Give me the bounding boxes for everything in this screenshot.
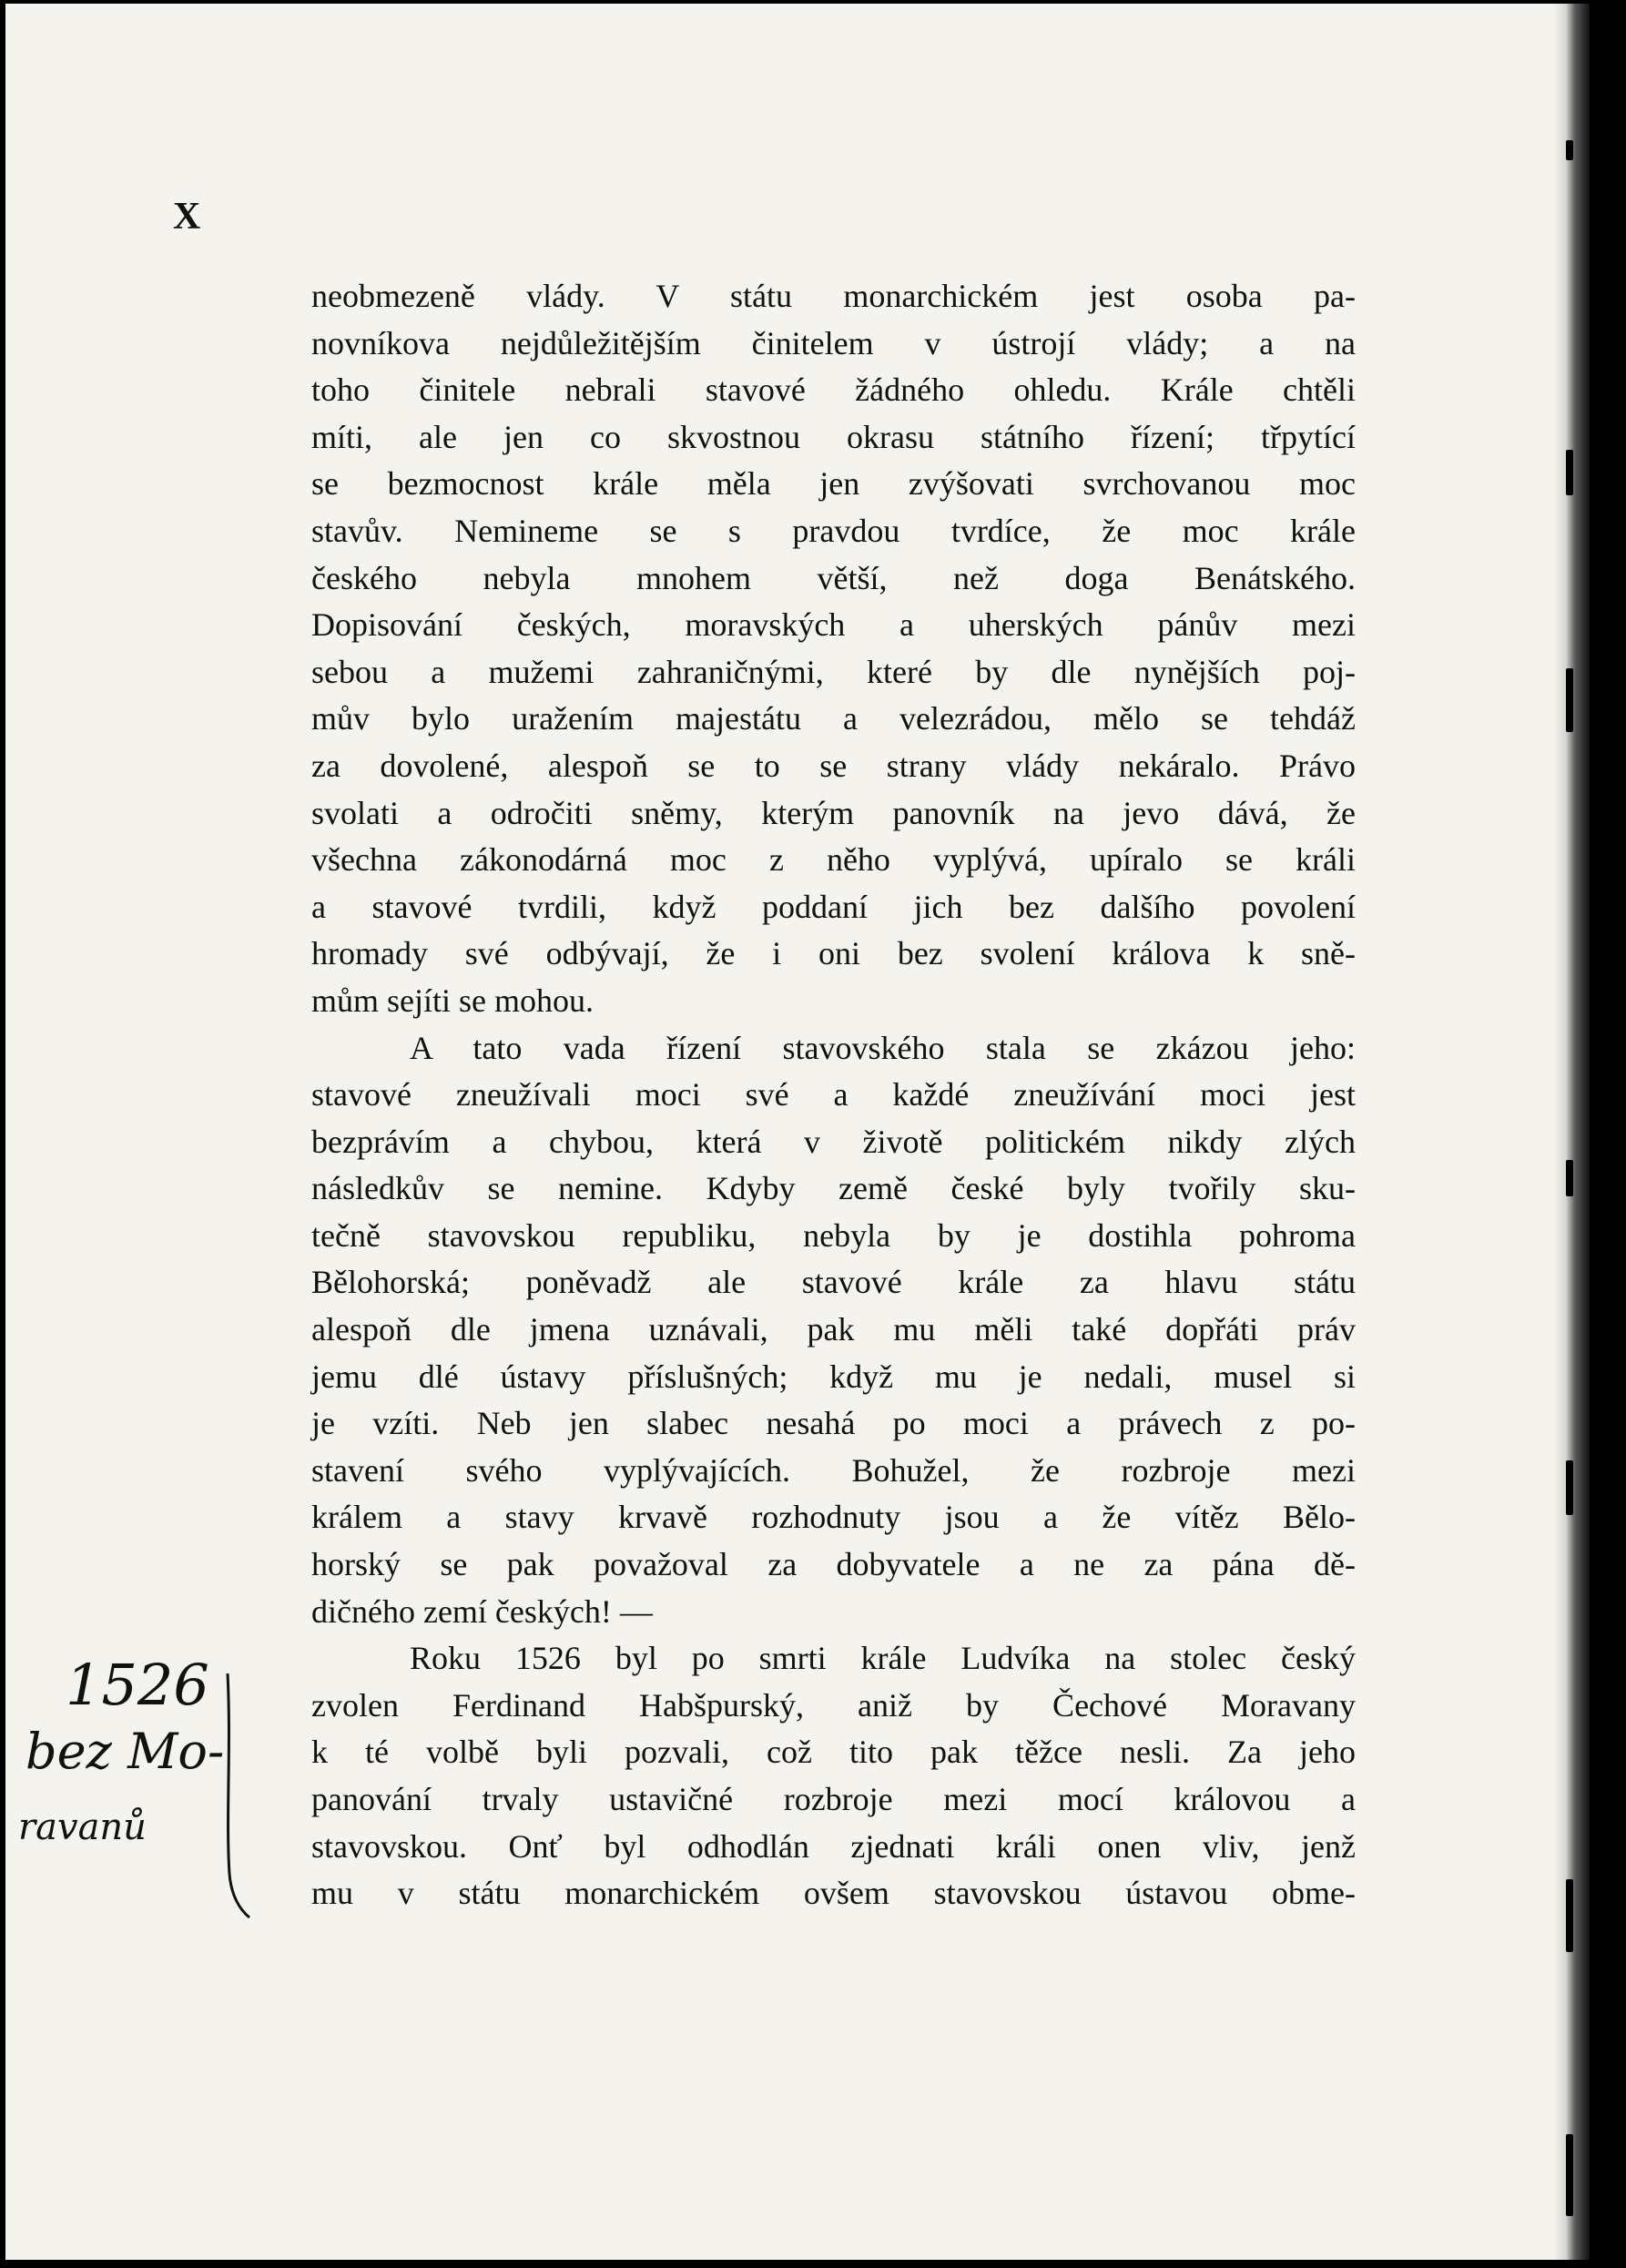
- paragraph-3: [311, 1635, 1356, 1917]
- margin-note-word: bez Mo-: [25, 1723, 225, 1780]
- text-line: k té volbě byli pozvali, což tito pak těžce nesli. Za jeho: [311, 1734, 1356, 1771]
- body-text: [311, 273, 1356, 1917]
- edge-mark: [1566, 450, 1573, 495]
- edge-mark: [1566, 1460, 1573, 1515]
- text-line: A tato vada řízení stavovského stala se zkázou jeho:: [410, 1029, 1356, 1066]
- edge-mark: [1566, 668, 1573, 732]
- edge-mark: [1566, 1879, 1573, 1952]
- page-number: X: [173, 196, 201, 238]
- edge-mark: [1566, 1160, 1573, 1196]
- text-line: alespoň dle jmena uznávali, pak mu měli také dopřáti práv: [311, 1311, 1356, 1348]
- text-line: je vzíti. Neb jen slabec nesahá po moci a právech z po-: [311, 1405, 1356, 1442]
- text-line: stavení svého vyplývajících. Bohužel, že rozbroje mezi: [311, 1451, 1356, 1489]
- text-line: novníkova nejdůležitějším činitelem v ústrojí vlády; a na: [311, 324, 1356, 361]
- text-line: mu v státu monarchickém ovšem stavovskou ústavou obme-: [311, 1875, 1356, 1912]
- text-line: svolati a odročiti sněmy, kterým panovník na jevo dává, že: [311, 794, 1356, 831]
- paragraph-2: [311, 1025, 1356, 1636]
- text-line: Bělohorská; poněvadž ale stavové krále za hlavu státu: [311, 1264, 1356, 1301]
- text-line: se bezmocnost krále měla jen zvýšovati svrchovanou moc: [311, 465, 1356, 503]
- text-line: Roku 1526 byl po smrti krále Ludvíka na stolec český: [410, 1640, 1356, 1677]
- text-line: mův bylo uražením majestátu a velezrádou, mělo se tehdáž: [311, 700, 1356, 737]
- text-line: všechna zákonodárná moc z něho vyplývá, upíralo se králi: [311, 841, 1356, 879]
- text-line: panování trvaly ustavičné rozbroje mezi mocí královou a: [311, 1781, 1356, 1817]
- handwritten-margin-note: [18, 1652, 255, 1925]
- book-page: [5, 4, 1590, 2260]
- text-line: Dopisování českých, moravských a uherských pánův mezi: [311, 606, 1356, 644]
- text-line: následkův se nemine. Kdyby země české byly tvořily sku-: [311, 1170, 1356, 1207]
- paragraph-1: [311, 273, 1356, 1025]
- text-line: českého nebyla mnohem větší, než doga Benátského.: [311, 559, 1356, 596]
- text-line: stavovskou. Onť byl odhodlán zjednati králi onen vliv, jenž: [311, 1827, 1356, 1865]
- text-line: míti, ale jen co skvostnou okrasu státního řízení; třpytící: [311, 418, 1356, 455]
- edge-mark: [1566, 140, 1573, 160]
- text-line: horský se pak považoval za dobyvatele a ne za pána dě-: [311, 1546, 1356, 1583]
- margin-bracket-icon: [218, 1673, 255, 1919]
- text-line: za dovolené, alespoň se to se strany vlády nekáralo. Právo: [311, 747, 1356, 784]
- text-line: toho činitele nebrali stavové žádného ohledu. Krále chtěli: [311, 371, 1356, 409]
- text-line: mům sejíti se mohou.: [311, 981, 594, 1019]
- text-line: a stavové tvrdili, když poddaní jich bez dalšího povolení: [311, 888, 1356, 925]
- edge-mark: [1566, 2134, 1573, 2216]
- text-line: jemu dlé ústavy příslušných; když mu je nedali, musel si: [311, 1358, 1356, 1395]
- text-line: stavův. Nemineme se s pravdou tvrdíce, že moc krále: [311, 512, 1356, 549]
- text-line: neobmezeně vlády. V státu monarchickém jest osoba pa-: [311, 278, 1356, 314]
- text-line: hromady své odbývají, že i oni bez svolení králova k sně-: [311, 935, 1356, 972]
- text-line: bezprávím a chybou, která v životě politickém nikdy zlých: [311, 1123, 1356, 1160]
- text-line: dičného zemí českých! —: [311, 1592, 653, 1630]
- margin-note-word: ravanů: [18, 1806, 147, 1848]
- text-line: zvolen Ferdinand Habšpurský, aniž by Čechové Moravany: [311, 1686, 1356, 1724]
- page-edge-shadow: [1553, 4, 1590, 2260]
- text-line: sebou a mužemi zahraničnými, které by dle nynějších poj-: [311, 653, 1356, 690]
- text-line: tečně stavovskou republiku, nebyla by je dostihla pohroma: [311, 1216, 1356, 1254]
- text-line: králem a stavy krvavě rozhodnuty jsou a že vítěz Bělo-: [311, 1499, 1356, 1536]
- text-line: stavové zneužívali moci své a každé zneužívání moci jest: [311, 1076, 1356, 1114]
- margin-note-year: 1526: [66, 1652, 209, 1718]
